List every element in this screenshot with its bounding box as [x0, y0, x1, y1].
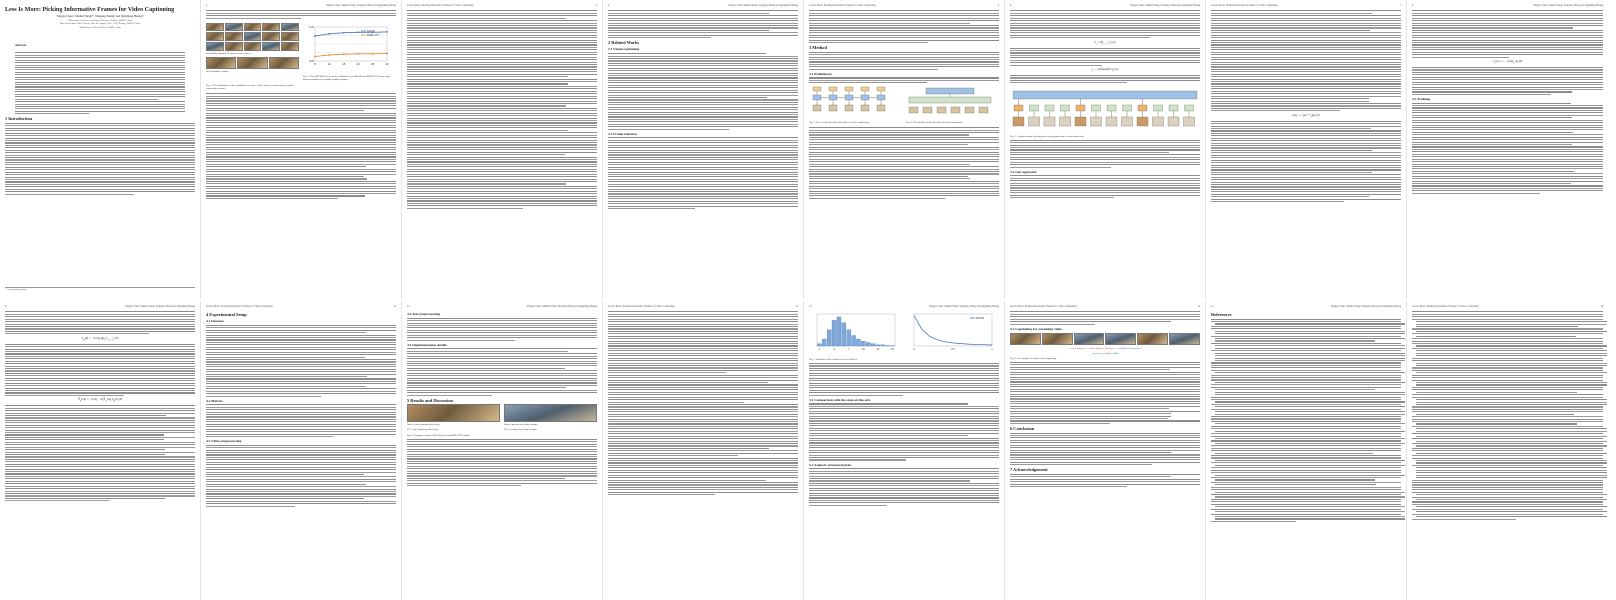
- body-text: [206, 325, 396, 397]
- figure-1-caption: Fig. 1. The illustration of the redundancy in video. Video always contains many similar consecutive frames.: [206, 83, 294, 90]
- running-authors: Yangyu Chen, Shuhui Wang, Weigang Zhang and Qingming Huang: [526, 305, 597, 308]
- body-text: [407, 439, 597, 486]
- section-method: 3 Method: [809, 45, 827, 51]
- running-authors: Yangyu Chen, Shuhui Wang, Weigang Zhang and Qingming Huang: [727, 4, 798, 7]
- page-number: 7: [1399, 4, 1401, 7]
- page-13: [804, 301, 1005, 600]
- histogram-bar: [886, 345, 890, 346]
- meteor-line-chart: [303, 21, 391, 69]
- body-text: [608, 375, 798, 403]
- series-line-msrvtt: [315, 53, 387, 56]
- running-authors: Yangyu Chen, Shuhui Wang, Weigang Zhang and Qingming Huang: [1532, 4, 1603, 7]
- running-head: Less Is More: Picking Informative Frames for Video Captioning: [407, 4, 474, 7]
- page-number: 2: [206, 4, 208, 7]
- body-text: [608, 53, 798, 130]
- x-tick-label: 13: [876, 348, 880, 351]
- example-frames-right: [504, 404, 597, 422]
- body-text: [809, 363, 999, 396]
- data-point: [372, 53, 374, 55]
- body-text: [1010, 10, 1200, 38]
- streaming-frames: [1010, 333, 1200, 345]
- figure-5-caption: Fig. 5. A typical frame picking and encoding procedure of our framework.: [1010, 134, 1085, 138]
- page-3: [402, 0, 603, 299]
- data-point: [314, 55, 316, 57]
- page-2: [201, 0, 402, 299]
- page-number: 15: [1211, 305, 1214, 308]
- body-text: [1211, 10, 1401, 111]
- x-tick-label: 5: [314, 61, 316, 66]
- body-text: [809, 468, 999, 506]
- figure-8-caption: Fig. 8. An example of online video captioning.: [1010, 356, 1057, 360]
- figure-1: [206, 23, 299, 73]
- y-tick-label: 0.34: [308, 25, 314, 29]
- affiliation-1: ¹University of Chinese Academy of Sciences, Beijing, 100049, China: [68, 19, 132, 22]
- histogram-bar: [881, 345, 885, 346]
- histogram-bar: [876, 345, 880, 346]
- section-related-works: 2 Related Works: [608, 40, 640, 46]
- page-number: 12: [795, 305, 798, 308]
- stream-caption-3: a rabbit is being petted: [1117, 346, 1141, 350]
- picks-position-curve: [906, 310, 996, 352]
- histogram-bar: [827, 330, 831, 346]
- equation: $\nabla_\theta L(\theta) \approx -(r(a) - b)\nabla_\theta$ $\log p_\theta(a)$ (9): [77, 397, 123, 403]
- stream-caption-1: a cat is playing: [1069, 346, 1085, 350]
- data-point: [357, 31, 359, 33]
- page-9: [0, 301, 201, 600]
- data-point: [343, 53, 345, 55]
- informative-frames: [206, 57, 299, 69]
- case-quote: Ours: a person is peeling a potato.: [504, 422, 539, 426]
- running-head: Less Is More: Picking Informative Frames for Video Captioning: [608, 305, 675, 308]
- example-frames-left: [407, 404, 500, 422]
- section-results: 5 Results and Discussion: [407, 397, 453, 403]
- page-12: [603, 301, 804, 600]
- body-text: [1211, 121, 1401, 203]
- case-quote: Ours: a cat is playing with a dog.: [407, 422, 441, 426]
- data-point: [357, 53, 359, 55]
- frame-grid: [206, 23, 299, 51]
- affiliation-2: ²Key Lab of Intell. Info. Process., Inst. of Comput. Tech., CAS, Beijing, 100190, China: [59, 23, 141, 26]
- running-head: Less Is More: Picking Informative Frames for Video Captioning: [1412, 305, 1479, 308]
- body-text: [5, 344, 195, 396]
- body-text: [407, 10, 597, 209]
- abstract-text: [15, 52, 185, 114]
- section-our-approach: 3.2 Our approach: [1010, 169, 1037, 174]
- running-authors: Yangyu Chen, Shuhui Wang, Weigang Zhang and Qingming Huang: [1129, 4, 1200, 7]
- body-text: [206, 445, 396, 507]
- figure-6-caption: Fig. 6. Example results on MSVD (left) and MSR-VTT (right).: [407, 433, 471, 437]
- body-text: [206, 404, 396, 437]
- section-references: References: [1211, 312, 1232, 317]
- body-text: [5, 311, 195, 334]
- page-number: 4: [608, 4, 610, 7]
- running-authors: Yangyu Chen, Shuhui Wang, Weigang Zhang and Qingming Huang: [1330, 305, 1401, 308]
- page-14: Less Is More: Picking Informative Frames for Video Captioning 14 5.3 Captioning for streaming video a cat is playing → a cat is playing with a toy → a rabbit is being petted a person is petting a rabbit Fig. 8. An example of online video captioning. 6 Conclusion 7 Acknowledgement: [1005, 301, 1206, 600]
- x-tick-label: 16: [891, 348, 895, 351]
- equation: $h_t = f(h_{t-1}$, $x_t$) (1): [1094, 39, 1116, 46]
- section-visual-captioning: 2.1 Visual captioning: [608, 47, 640, 52]
- equation: $L_X(\theta) = -\Sigma$ $\log p(y_t|y_{1:t-1})$ (7): [81, 335, 119, 342]
- data-point: [386, 31, 388, 33]
- page-1: [0, 0, 201, 299]
- page-row-bottom: [0, 301, 1616, 600]
- data-point: [329, 54, 331, 56]
- body-text: [1010, 311, 1200, 324]
- x-tick-label: 4: [833, 348, 835, 351]
- page-number: 13: [809, 305, 812, 308]
- running-head: Less Is More: Picking Informative Frames for Video Captioning: [1010, 305, 1077, 308]
- section-text-preprocessing: 4.4 Text preprocessing: [407, 312, 441, 316]
- intro-text: [5, 123, 195, 195]
- equation: $y_t$ ∼ softmax(W $h_t$) (2): [1091, 67, 1119, 73]
- reference-list: [1412, 311, 1603, 519]
- page-number: 16: [1600, 305, 1603, 308]
- page-number: 11: [407, 305, 410, 308]
- figure-2-caption: Fig. 2. The METEOR score on the validation set of MSVD and MSR-VTT when using different numbers of equally sampled frames.: [303, 74, 390, 81]
- x-tick-label: 25: [371, 61, 375, 66]
- x-tick-label: 30: [385, 61, 389, 66]
- histogram-bar: [832, 320, 836, 346]
- body-text: [809, 127, 999, 199]
- running-authors: Yangyu Chen, Shuhui Wang, Weigang Zhang and Qingming Huang: [124, 305, 195, 308]
- section-streaming: 5.3 Captioning for streaming video: [1010, 326, 1062, 331]
- body-text: [1010, 362, 1200, 424]
- body-text: [809, 77, 999, 83]
- case-quote: GT: a cat is playing with a dog.: [407, 427, 439, 431]
- section-conclusion: 6 Conclusion: [1010, 425, 1035, 431]
- author-list: Yangyu Chen¹, Shuhui Wang²*, Weigang Zhang³ and Qingming Huang¹²: [56, 14, 144, 18]
- legend-label: MSR-VTT: [367, 32, 380, 37]
- x-tick-label: 7: [847, 348, 850, 351]
- page-8: [1407, 0, 1608, 299]
- affiliation-3: ³Harbin Inst. of Tech, Weihai, 264209, China: [79, 27, 121, 30]
- legend-label: MSVD: [976, 316, 985, 320]
- figure-7-caption: Fig. 7. Statistics on the behavior of our PickNet.: [809, 358, 858, 361]
- data-point: [343, 32, 345, 34]
- page-11: [402, 301, 603, 600]
- page-number: 8: [1412, 4, 1414, 7]
- page-number: 5: [997, 4, 999, 7]
- running-authors: Yangyu Chen, Shuhui Wang, Weigang Zhang and Qingming Huang: [325, 4, 396, 7]
- histogram-bar: [871, 344, 875, 346]
- section-sota: 5.1 Comparison with the state-of-the-arts: [809, 397, 871, 402]
- stream-caption-2: a cat is playing with a toy: [1088, 346, 1114, 350]
- x-tick-label: 0: [913, 348, 915, 351]
- footnote: * Corresponding author: [5, 287, 195, 291]
- page-15: [1206, 301, 1407, 600]
- body-text: [1412, 10, 1603, 57]
- table-block: [608, 311, 798, 373]
- histogram-bar: [856, 339, 860, 346]
- histogram-bar: [861, 341, 865, 346]
- x-tick-label: 15: [342, 61, 346, 66]
- section-frame-selection: 2.2 Frame selection: [608, 131, 637, 136]
- stream-caption-4: a person is petting a rabbit: [1091, 351, 1119, 355]
- data-point: [329, 33, 331, 35]
- body-text: [809, 403, 999, 460]
- body-text: [1010, 474, 1200, 487]
- section-datasets: 4.1 Datasets: [206, 319, 224, 324]
- page-number: 14: [1197, 305, 1200, 308]
- reference-list: [1211, 319, 1401, 522]
- y-tick-label: 0.25: [308, 59, 314, 63]
- body-text: [1010, 433, 1200, 466]
- data-point: [386, 52, 388, 54]
- x-tick-label: 1: [991, 348, 993, 351]
- page-number: 9: [5, 305, 7, 308]
- body-text: [1010, 48, 1200, 66]
- frame-picking-diagram: [1010, 85, 1200, 129]
- page-4: [603, 0, 804, 299]
- body-text: [1412, 103, 1603, 194]
- section-metrics: 4.2 Metrics: [206, 398, 223, 403]
- body-text: [206, 93, 396, 199]
- body-text: [5, 405, 195, 501]
- histogram-bar: [866, 343, 870, 346]
- page-7: [1206, 0, 1407, 299]
- abstract-heading: Abstract.: [15, 42, 27, 47]
- page-5: [804, 0, 1005, 299]
- legend-label: MSVD: [367, 28, 376, 33]
- page-row-top: [0, 0, 1616, 299]
- page-number: 6: [1010, 4, 1012, 7]
- page-number: 3: [595, 4, 597, 7]
- running-head: Less Is More: Picking Informative Frames for Video Captioning: [809, 4, 876, 7]
- section-acknowledgement: 7 Acknowledgement: [1010, 467, 1048, 473]
- page-16: [1407, 301, 1608, 600]
- section-implementation: 4.5 Implementation details: [407, 342, 447, 347]
- running-head: Less Is More: Picking Informative Frames for Video Captioning: [206, 305, 273, 308]
- x-tick-label: 10: [327, 61, 331, 66]
- body-text: [809, 52, 999, 70]
- case-quote: GT: a woman is peeling a potato.: [504, 427, 538, 431]
- body-text: [1010, 75, 1200, 83]
- x-tick-label: 20: [356, 61, 360, 66]
- body-text: [1010, 140, 1200, 168]
- running-authors: Yangyu Chen, Shuhui Wang, Weigang Zhang and Qingming Huang: [928, 305, 999, 308]
- page-6: [1005, 0, 1206, 299]
- body-text: [407, 318, 597, 341]
- encoder-decoder-diagram: [809, 85, 897, 115]
- histogram-bar: [817, 344, 821, 346]
- picknet-diagram: [906, 85, 994, 115]
- histogram-bar: [822, 339, 826, 346]
- figure-1b-caption: (b) Informative frames: [206, 69, 229, 73]
- picks-histogram: [809, 310, 899, 352]
- section-preliminary: 3.1 Preliminary: [809, 71, 833, 76]
- body-text: [1010, 175, 1200, 198]
- body-text: [1412, 67, 1603, 95]
- data-point: [314, 35, 316, 37]
- page-10: [201, 301, 402, 600]
- section-experimental-setup: 4 Experimental Setup: [206, 312, 247, 317]
- x-tick-label: 10: [861, 348, 865, 351]
- table-block: [608, 404, 798, 456]
- page-number: 10: [393, 305, 396, 308]
- body-text: [608, 137, 798, 209]
- body-text: [407, 348, 597, 395]
- figure-4-caption: Fig. 4. The PickNet on the Encoder-Decoder framework.: [906, 120, 963, 124]
- section-analysis: 5.2 Analysis of learned picks: [809, 462, 852, 467]
- histogram-bar: [837, 317, 841, 346]
- histogram-bar: [852, 336, 856, 346]
- body-text: [206, 10, 396, 18]
- equation: $r(a) = r_v(a) + r_l(a)$ (5): [1292, 112, 1320, 119]
- histogram-bar: [842, 323, 846, 346]
- section-training: 3.3 Training: [1412, 96, 1431, 101]
- figure-3-caption: Fig. 3. The encoder-decoder procedure for video captioning.: [809, 120, 870, 124]
- body-text: [809, 10, 999, 43]
- running-head: Less Is More: Picking Informative Frames for Video Captioning: [1211, 4, 1278, 7]
- body-text: [608, 10, 798, 38]
- section-introduction: 1 Introduction: [5, 116, 33, 122]
- section-video-preprocessing: 4.3 Video preprocessing: [206, 439, 242, 444]
- body-text: [608, 458, 798, 496]
- x-tick-label: 1: [818, 348, 821, 351]
- figure-1a-caption: (a) Equally sampled 30 frames from a video.: [206, 51, 251, 55]
- histogram-bar: [847, 330, 851, 346]
- equation: $r_v(a) = 1 - \cos(x_i$, g) (6): [1492, 59, 1523, 65]
- paper-title: Less Is More: Picking Informative Frames for Video Captioning: [5, 6, 175, 13]
- x-tick-label: 0.5: [951, 348, 955, 351]
